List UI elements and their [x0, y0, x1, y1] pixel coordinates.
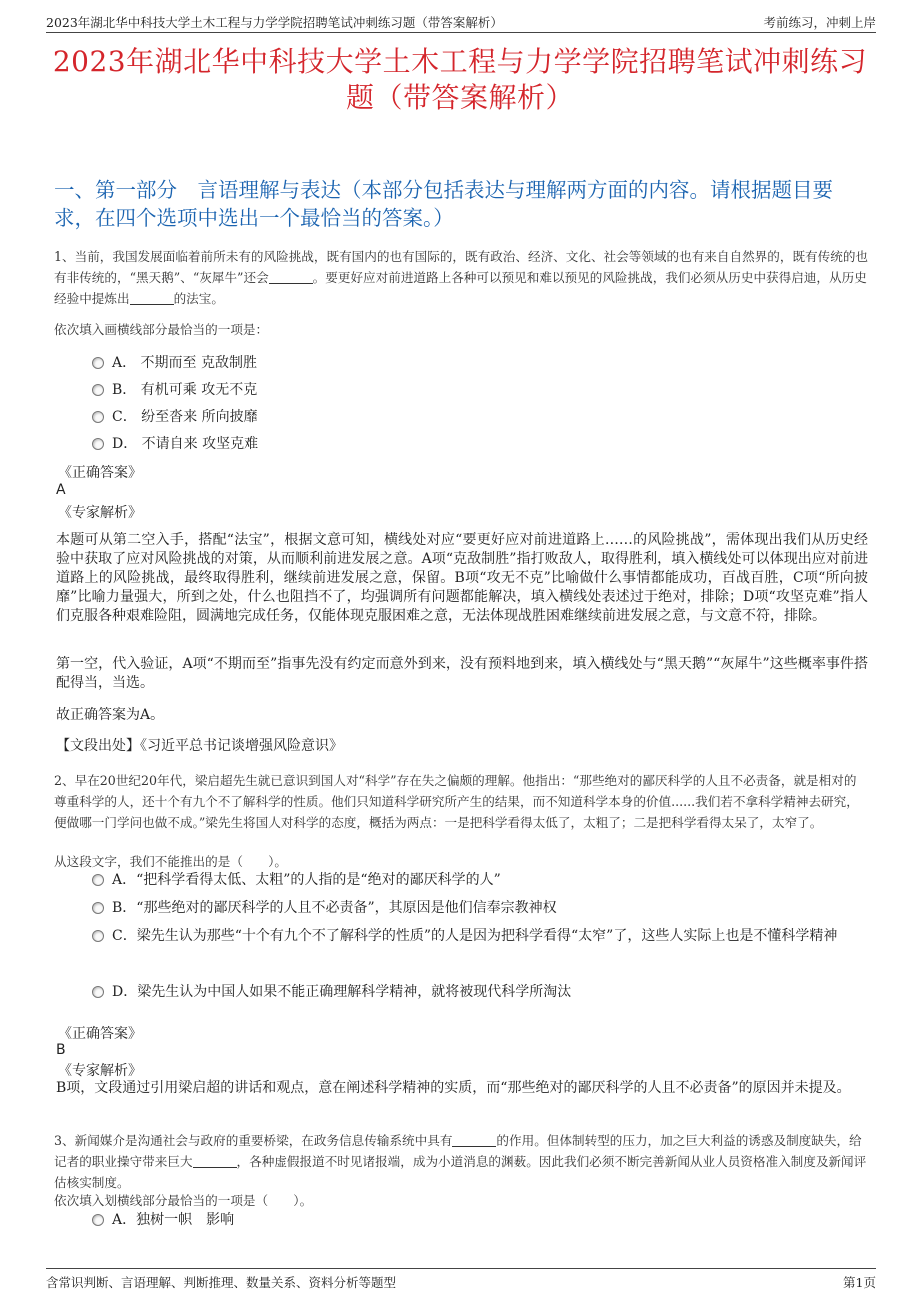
radio-button-icon[interactable]	[92, 874, 104, 886]
question-1-option-d[interactable]: D． 不请自来 攻坚克难	[92, 433, 868, 455]
header-doc-title: 2023年湖北华中科技大学土木工程与力学学院招聘笔试冲刺练习题（带答案解析）	[46, 15, 503, 30]
question-2-option-c[interactable]: C．梁先生认为那些“十个有九个不了解科学的性质”的人是因为把科学看得“太窄”了，这些人实际上也是不懂科学精神	[92, 924, 868, 948]
question-3-prompt: 依次填入划横线部分最恰当的一项是（ ）。	[54, 1193, 313, 1208]
fill-blank	[452, 1134, 496, 1147]
fill-blank	[269, 271, 313, 284]
section-heading: 一、第一部分 言语理解与表达（本部分包括表达与理解两方面的内容。请根据题目要求，在四个选项中选出一个最恰当的答案。）	[54, 178, 833, 230]
radio-button-icon[interactable]	[92, 438, 104, 450]
radio-button-icon[interactable]	[92, 902, 104, 914]
fill-blank	[193, 1155, 237, 1168]
question-2-option-d[interactable]: D．梁先生认为中国人如果不能正确理解科学精神，就将被现代科学所淘汰	[92, 981, 868, 1003]
answer-label: 《正确答案》	[58, 465, 142, 481]
analysis-paragraph: 第一空，代入验证，A项“不期而至”指事先没有约定而意外到来，没有预料地到来，填入横线处与“黑天鹅”“灰犀牛”这些概率事件搭配得当，当选。	[56, 656, 868, 691]
source-citation: 【文段出处】《习近平总书记谈增强风险意识》	[56, 738, 343, 754]
header-slogan: 考前练习，冲刺上岸	[763, 15, 876, 30]
question-3-option-a[interactable]: A．独树一帜 影响	[92, 1209, 868, 1231]
answer-value: B	[56, 1042, 66, 1058]
question-2-prompt: 从这段文字，我们不能推出的是（ ）。	[54, 854, 287, 869]
fill-blank	[130, 292, 174, 305]
question-2-text: 2、早在20世纪20年代，梁启超先生就已意识到国人对“科学”存在失之偏颇的理解。他指出：“那些绝对的鄙厌科学的人且不必责备，就是相对的尊重科学的人，还十个有九个不了解科学的性质。他们只知道科学研究所产生的结果，而不知道科学本身的价值......我们若不拿科学精神去研究，便做哪一门学问也做不成。”梁先生将国人对科学的态度，概括为两点：一是把科学看得太低了，太粗了；二是把科学看得太呆了，太窄了。	[54, 773, 859, 830]
document-title: 2023年湖北华中科技大学土木工程与力学学院招聘笔试冲刺练习题（带答案解析）	[52, 45, 868, 114]
footer-topics: 含常识判断、言语理解、判断推理、数量关系、资料分析等题型	[46, 1275, 397, 1290]
question-1-prompt: 依次填入画横线部分最恰当的一项是：	[54, 322, 269, 337]
analysis-paragraph: B项，文段通过引用梁启超的讲话和观点，意在阐述科学精神的实质，而“那些绝对的鄙厌科学的人且不必责备”的原因并未提及。	[56, 1080, 851, 1096]
page-number: 第1页	[843, 1275, 876, 1290]
radio-button-icon[interactable]	[92, 411, 104, 423]
question-1-option-c[interactable]: C． 纷至沓来 所向披靡	[92, 406, 868, 428]
page-footer	[46, 1268, 876, 1293]
page-header	[46, 10, 876, 33]
analysis-label: 《专家解析》	[58, 505, 142, 521]
radio-button-icon[interactable]	[92, 1214, 104, 1226]
analysis-label: 《专家解析》	[58, 1063, 142, 1079]
question-2-option-a[interactable]: A．“把科学看得太低、太粗”的人指的是“绝对的鄙厌科学的人”	[92, 869, 868, 891]
question-1-text: 1、当前，我国发展面临着前所未有的风险挑战，既有国内的也有国际的，既有政治、经济、文化、社会等领域的也有来自自然界的，既有传统的也有非传统的，“黑天鹅”、“灰犀牛”还会 。要更好应对前进道路上各种可以预见和难以预见的风险挑战，我们必须从历史中获得启迪，从历史经验中提炼出 的法宝。	[54, 249, 869, 306]
answer-value: A	[56, 482, 66, 498]
radio-button-icon[interactable]	[92, 986, 104, 998]
question-1-option-b[interactable]: B． 有机可乘 攻无不克	[92, 379, 868, 401]
analysis-paragraph: 本题可从第二空入手，搭配“法宝”，根据文意可知，横线处对应“要更好应对前进道路上……的风险挑战”，需体现出我们从历史经验中获取了应对风险挑战的对策，从而顺利前进发展之意。A项“克敌制胜”指打败敌人，取得胜利，填入横线处可以体现出应对前进道路上的风险挑战，最终取得胜利，继续前进发展之意，保留。B项“攻无不克”比喻做什么事情都能成功，百战百胜，C项“所向披靡”比喻力量强大，所到之处，什么也阻挡不了，均强调所有问题都能解决，填入横线处表述过于绝对，排除；D项“攻坚克难”指人们克服各种艰难险阻，圆满地完成任务，仅能体现克服困难之意，无法体现战胜困难继续前进发展之意，与文意不符，排除。	[56, 532, 868, 624]
radio-button-icon[interactable]	[92, 357, 104, 369]
radio-button-icon[interactable]	[92, 384, 104, 396]
question-2-option-b[interactable]: B．“那些绝对的鄙厌科学的人且不必责备”，其原因是他们信奉宗教神权	[92, 897, 868, 919]
question-3-text: 3、新闻媒介是沟通社会与政府的重要桥梁，在政务信息传输系统中具有 的作用。但体制转型的压力，加之巨大利益的诱惑及制度缺失，给记者的职业操守带来巨大 ，各种虚假报道不时见诸报端，成为小道消息的渊薮。因此我们必须不断完善新闻从业人员资格准入制度及新闻评估核实制度。	[54, 1133, 867, 1190]
analysis-conclusion: 故正确答案为A。	[56, 707, 165, 723]
answer-label: 《正确答案》	[58, 1026, 142, 1042]
question-1-option-a[interactable]: A． 不期而至 克敌制胜	[92, 352, 868, 374]
radio-button-icon[interactable]	[92, 930, 104, 942]
